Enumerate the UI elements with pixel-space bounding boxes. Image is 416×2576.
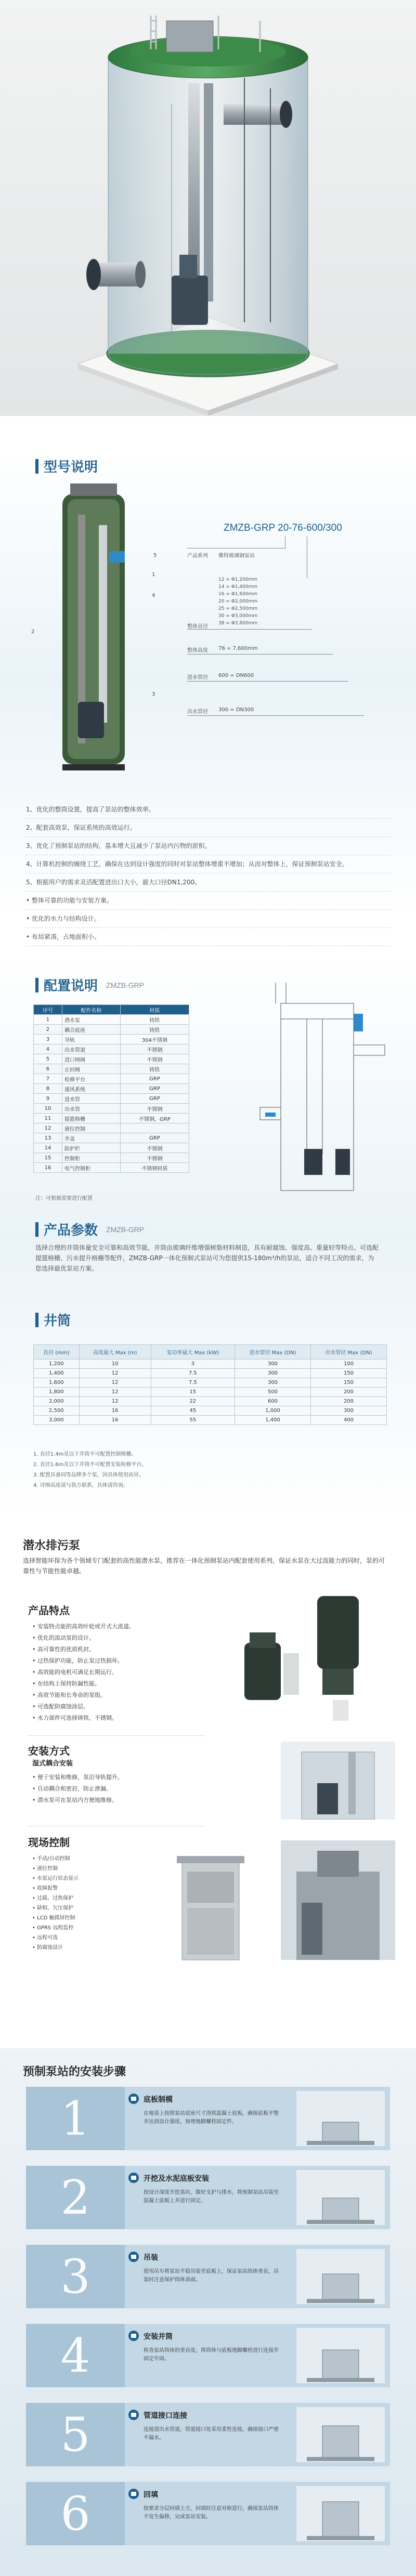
table-cell: 1,600 xyxy=(34,1378,80,1388)
table-row xyxy=(34,1084,189,1094)
outlet-value: 300 = DN300 xyxy=(218,707,254,713)
params-section-title: 产品参数 xyxy=(44,1223,98,1238)
table-cell: 1,000 xyxy=(235,1406,311,1416)
step-icon xyxy=(128,2093,139,2104)
feature-item: 3、优化了预制泵站的结构，基本增大且减少了泵站内污物的淤积。 xyxy=(26,837,390,855)
step-title: 回填 xyxy=(144,2491,158,2499)
table-cell: 13 xyxy=(34,1133,62,1143)
table-cell: 8 xyxy=(34,1084,62,1094)
callout-3-label: 3 xyxy=(152,691,155,697)
step-illustration xyxy=(296,2328,385,2383)
pump-intro: 选择智能环保为各个领域专门配套的高性能潜水泵，推荐在一体化预制泵站内配套使用系列，保证水泵在大过流能力的同时，泵的可靠性与节能性能卓越。 xyxy=(23,1557,385,1575)
steps-title: 预制泵站的安装步骤 xyxy=(23,2065,126,2078)
step-description: 检查泵站筒体的垂直度，将筒体与底板地脚螺栓进行连接并固定牢固。 xyxy=(144,2348,279,2362)
table-cell: 300 xyxy=(310,1406,386,1416)
table-cell: 2 xyxy=(34,1025,62,1035)
table-cell: 200 xyxy=(310,1388,386,1397)
table-header: 材质 xyxy=(120,1005,189,1015)
step-illustration xyxy=(296,2486,385,2541)
step-description: 按设计深度开挖基坑，做好支护与排水，将预制泵站吊装至混凝土底板上并进行固定。 xyxy=(144,2190,279,2204)
table-cell: 出水管道 xyxy=(62,1044,120,1054)
leader-line xyxy=(187,681,348,682)
table-cell: 检修平台 xyxy=(62,1074,120,1084)
table-row xyxy=(34,1406,387,1416)
feature-item: • 优化的水力与结构设计。 xyxy=(26,910,390,928)
install-step xyxy=(26,2245,390,2308)
table-cell: 1,800 xyxy=(34,1388,80,1397)
table-cell: 400 xyxy=(310,1416,386,1425)
feature-item: 5、根据用户的需求灵活配置进出口大小，最大口径DN1,200。 xyxy=(26,873,390,892)
table-cell: 22 xyxy=(151,1397,235,1406)
step-icon xyxy=(128,2409,139,2421)
model-code: ZMZB-GRP 20-76-600/300 xyxy=(224,522,342,533)
table-header: 序号 xyxy=(34,1005,62,1015)
table-cell: 12 xyxy=(79,1378,151,1388)
product-series-label: 产品系列 xyxy=(187,553,208,559)
table-cell: 500 xyxy=(235,1388,311,1397)
callout-4-label: 4 xyxy=(152,593,155,598)
table-row xyxy=(34,1378,387,1388)
step-number: 4 xyxy=(26,2324,125,2387)
table-cell: 不锈钢 xyxy=(120,1143,189,1153)
install-step xyxy=(26,2166,390,2229)
table-cell: 16 xyxy=(79,1416,151,1425)
well-section-header xyxy=(35,1310,71,1329)
table-cell: 300 xyxy=(235,1359,311,1369)
table-cell: 10 xyxy=(34,1104,62,1114)
table-cell: 进水管 xyxy=(62,1094,120,1104)
table-cell: 600 xyxy=(235,1397,311,1406)
station-cutaway-illustration xyxy=(42,483,151,775)
step-illustration xyxy=(296,2091,385,2146)
step-description: 在地基上按照泵站底座尺寸浇筑混凝土底板，确保底板平整并达到设计强度，预埋地脚螺栓固定件。 xyxy=(144,2111,279,2125)
title-bar-icon xyxy=(35,1313,38,1327)
table-cell: 电气控制柜 xyxy=(62,1163,120,1173)
table-row xyxy=(34,1064,189,1074)
table-cell: 耦合底座 xyxy=(62,1025,120,1035)
step-title: 管道接口连接 xyxy=(144,2412,187,2420)
divider-line xyxy=(28,1735,205,1736)
table-cell: 1,200 xyxy=(34,1359,80,1369)
config-note: 注：可根据需要进行配置 xyxy=(35,1196,93,1201)
table-header: 泵功率最大 Max (kW) xyxy=(151,1345,235,1359)
callout-5-label: 5 xyxy=(153,553,157,558)
step-title: 开挖及水泥底板安装 xyxy=(144,2175,209,2183)
params-section-sub: ZMZB-GRP xyxy=(106,1225,145,1234)
station-schematic-drawing xyxy=(229,983,395,1201)
model-section-title: 型号说明 xyxy=(44,460,98,475)
control-title: 现场控制 xyxy=(28,1836,70,1849)
step-icon xyxy=(128,2251,139,2263)
model-section-header xyxy=(35,456,98,476)
pump-station-illustration xyxy=(0,0,416,416)
step-illustration xyxy=(296,2170,385,2225)
step-icon xyxy=(128,2172,139,2183)
table-cell: 304不锈钢 xyxy=(120,1035,189,1044)
pump-title: 潜水排污泵 xyxy=(23,1539,81,1552)
product-series-value: 雅特玻璃钢泵站 xyxy=(218,553,255,559)
table-cell: 6 xyxy=(34,1064,62,1074)
table-cell: 14 xyxy=(34,1143,62,1153)
table-cell: 井盖 xyxy=(62,1133,120,1143)
install-points: • 便于安装和维修，泵沿导轨提升。 • 自动耦合和密封，防止泄漏。 • 潜水泵可在泵站内方便地维修。 xyxy=(32,1774,123,1803)
table-cell: 12 xyxy=(79,1397,151,1406)
table-cell: 55 xyxy=(151,1416,235,1425)
table-cell: 潜水泵 xyxy=(62,1015,120,1025)
table-cell: 不锈钢，GRP xyxy=(120,1114,189,1123)
table-cell: 2,000 xyxy=(34,1397,80,1406)
install-step xyxy=(26,2087,390,2150)
title-bar-icon xyxy=(35,1222,38,1237)
diameter-label: 整体直径 xyxy=(187,624,208,630)
table-cell: GRP xyxy=(120,1133,189,1143)
table-cell: 不锈钢材质 xyxy=(120,1163,189,1173)
table-cell: 防护栏 xyxy=(62,1143,120,1153)
well-table xyxy=(33,1344,387,1425)
table-row xyxy=(34,1369,387,1378)
table-cell: 铸铁 xyxy=(120,1015,189,1025)
table-cell: 150 xyxy=(310,1378,386,1388)
well-notes: 1. 直径1.4m及以下井筒不可配置控制格栅。 2. 直径1.6m及以下井筒不可配置安装检修平台。 3. 配置具备同等品牌多个泵，因具体使用而异。 4. 详细高度请与我方联系，具体请咨询。 xyxy=(33,1452,147,1488)
table-cell: 铸铁 xyxy=(120,1025,189,1035)
table-cell: 11 xyxy=(34,1114,62,1123)
diameter-options: 12 = Φ1,200mm 14 = Φ1,400mm 16 = Φ1,600mm 20 = Φ2,000mm 25 = Φ2,500mm 30 = Φ3,000mm 38 = Φ3,800mm xyxy=(218,577,258,626)
step-icon xyxy=(128,2488,139,2500)
feature-item: 1、优化的整筒设置，提高了泵站的整体效率。 xyxy=(26,801,390,819)
config-section-title: 配置说明 xyxy=(44,978,98,994)
table-row xyxy=(34,1094,189,1104)
table-cell: 1 xyxy=(34,1015,62,1025)
table-row xyxy=(34,1163,189,1173)
feature-list xyxy=(26,801,390,964)
title-bar-icon xyxy=(35,459,38,474)
table-row xyxy=(34,1035,189,1044)
step-description: 按要求分层回填土方，回填时注意对称进行，确保泵站筒体不发生偏移，完成泵站安装。 xyxy=(144,2506,279,2520)
table-cell xyxy=(120,1123,189,1133)
install-step xyxy=(26,2403,390,2466)
table-row xyxy=(34,1123,189,1133)
table-cell: 导轨 xyxy=(62,1035,120,1044)
table-cell: 16 xyxy=(79,1406,151,1416)
control-list: • 手动/自动控制 • 液位控制 • 水泵运行状态显示 • 故障报警 • 过载、过热保护 • 缺相、欠压保护 • LCD 触摸屏控制 • GPRS 远程监控 • 远程可选 • 防腐蚀设计 xyxy=(32,1856,79,1951)
config-section-header xyxy=(35,975,144,995)
table-cell: GRP xyxy=(120,1074,189,1084)
table-row xyxy=(34,1359,387,1369)
table-cell: 12 xyxy=(34,1123,62,1133)
on-site-station-photo xyxy=(281,1840,395,1960)
title-bar-icon xyxy=(35,978,38,992)
table-cell: 不锈钢 xyxy=(120,1153,189,1163)
params-text: 选择合理的井筒体量安全可靠和高效节能，井筒由玻璃纤维增强树脂材料制造，具有耐腐蚀、强度高、重量轻等特点。可选配提篮格栅、污水提升格栅等配件，ZMZB-GRP一体化预制式泵站可为您提供15-180m³/h的泵站，适合不同工况的需求，为您选择最优泵站方案。 xyxy=(35,1244,379,1272)
table-row xyxy=(34,1388,387,1397)
table-row xyxy=(34,1054,189,1064)
step-description: 连接进出水管道，管道接口处采用柔性连接，确保接口严密不漏水。 xyxy=(144,2427,279,2441)
table-cell: 出水管 xyxy=(62,1104,120,1114)
table-cell: 3,000 xyxy=(34,1416,80,1425)
step-title: 底板制模 xyxy=(144,2096,173,2104)
install-title: 安装方式 xyxy=(28,1745,70,1757)
table-row xyxy=(34,1133,189,1143)
feature-item: 2、配套高效泵，保证系统的高效运行。 xyxy=(26,819,390,837)
step-illustration xyxy=(296,2249,385,2304)
install-sub: 湿式耦合安装 xyxy=(32,1760,73,1768)
table-row xyxy=(34,1153,189,1163)
table-cell: 1,400 xyxy=(235,1416,311,1425)
height-label: 整体高度 xyxy=(187,648,208,653)
table-cell: 通风系统 xyxy=(62,1084,120,1094)
table-cell: 150 xyxy=(310,1369,386,1378)
table-cell: 液位控制 xyxy=(62,1123,120,1133)
table-cell: 2,500 xyxy=(34,1406,80,1416)
pump-features-title: 产品特点 xyxy=(28,1604,70,1617)
spacer xyxy=(0,416,416,447)
table-cell: 提篮格栅 xyxy=(62,1114,120,1123)
table-cell: 7.5 xyxy=(151,1369,235,1378)
height-value: 76 = 7,600mm xyxy=(218,646,258,651)
step-title: 安装并筒 xyxy=(144,2333,173,2341)
table-cell: 不锈钢 xyxy=(120,1044,189,1054)
config-table-body xyxy=(34,1015,189,1173)
table-row xyxy=(34,1114,189,1123)
table-header: 配件名称 xyxy=(62,1005,120,1015)
step-number: 2 xyxy=(26,2166,125,2229)
table-row xyxy=(34,1074,189,1084)
step-number: 6 xyxy=(26,2482,125,2545)
step-number: 1 xyxy=(26,2087,125,2150)
table-cell: 铸铁 xyxy=(120,1064,189,1074)
table-header: 进水管径 Max (DN) xyxy=(235,1345,311,1359)
table-cell: 止回阀 xyxy=(62,1064,120,1074)
submersible-pump-photo xyxy=(229,1591,395,1726)
table-cell: 200 xyxy=(310,1397,386,1406)
leader-line xyxy=(187,715,364,716)
table-header: 高度最大 Max (m) xyxy=(79,1345,151,1359)
well-table-body xyxy=(34,1359,387,1425)
outlet-label: 出水管径 xyxy=(187,709,208,715)
table-row xyxy=(34,1397,387,1406)
table-cell: 不锈钢 xyxy=(120,1054,189,1064)
step-number: 5 xyxy=(26,2403,125,2466)
table-cell: 10 xyxy=(79,1359,151,1369)
inlet-label: 进水管径 xyxy=(187,675,208,681)
table-cell: 300 xyxy=(235,1369,311,1378)
step-illustration xyxy=(296,2407,385,2462)
table-cell: 进口闸阀 xyxy=(62,1054,120,1064)
table-header: 直径 (mm) xyxy=(34,1345,80,1359)
feature-item: • 布局紧凑，占地面积小。 xyxy=(26,928,390,946)
table-cell: 1,400 xyxy=(34,1369,80,1378)
table-cell: 5 xyxy=(34,1054,62,1064)
table-cell: 不锈钢 xyxy=(120,1104,189,1114)
install-step xyxy=(26,2324,390,2387)
table-cell: 3 xyxy=(34,1035,62,1044)
table-header: 出水管径 Max (DN) xyxy=(310,1345,386,1359)
hero-section xyxy=(0,0,416,416)
well-section-title: 井筒 xyxy=(44,1313,71,1329)
table-cell: 7 xyxy=(34,1074,62,1084)
table-cell: 15 xyxy=(34,1153,62,1163)
table-cell: 12 xyxy=(79,1369,151,1378)
control-cabinet-photo xyxy=(172,1851,250,1965)
table-cell: 45 xyxy=(151,1406,235,1416)
table-cell: 100 xyxy=(310,1359,386,1369)
table-cell: GRP xyxy=(120,1084,189,1094)
step-title: 吊装 xyxy=(144,2254,158,2262)
pump-features-list: • 安装特点能的高效叶轮或开式大流道。 • 优化的流动泵的设计。 • 高可靠性的优质机封。 • 过热保护功能，防止泵过热损坏。 • 高效能的电机可满足长期运行。 • 在结构上保持防漏性能。 • 高效节能和长寿命的泵组。 • 可选配防腐蚀涂层。 • 水力部件可选择铸铁、不锈钢。 xyxy=(32,1623,135,1721)
config-table xyxy=(33,1004,189,1173)
table-row xyxy=(34,1143,189,1153)
wet-install-drawing xyxy=(281,1742,395,1820)
step-icon xyxy=(128,2330,139,2342)
params-section-header xyxy=(35,1220,144,1239)
table-cell: 15 xyxy=(151,1388,235,1397)
table-cell: 7.5 xyxy=(151,1378,235,1388)
leader-line xyxy=(187,654,333,655)
install-step xyxy=(26,2482,390,2545)
config-section-sub: ZMZB-GRP xyxy=(106,980,145,989)
callout-2-label: 2 xyxy=(31,629,35,635)
inlet-value: 600 = DN600 xyxy=(218,673,254,678)
table-cell: 3 xyxy=(151,1359,235,1369)
table-row xyxy=(34,1044,189,1054)
feature-item: 4、计算机控制的缠绕工艺，确保在达到设计强度的同时对泵站整体增重不增加；从而对整体上，保证预制泵站安全。 xyxy=(26,855,390,873)
table-cell: 4 xyxy=(34,1044,62,1054)
table-row xyxy=(34,1025,189,1035)
table-cell: GRP xyxy=(120,1094,189,1104)
table-cell: 9 xyxy=(34,1094,62,1104)
table-cell: 16 xyxy=(34,1163,62,1173)
table-row xyxy=(34,1104,189,1114)
table-row xyxy=(34,1015,189,1025)
table-cell: 控制柜 xyxy=(62,1153,120,1163)
table-cell: 300 xyxy=(235,1378,311,1388)
callout-1-label: 1 xyxy=(152,572,155,578)
step-description: 使用吊车将泵站平稳吊装至底板上，保证泵站筒体垂直，吊装时注意保护筒体表面。 xyxy=(144,2269,279,2283)
table-row xyxy=(34,1416,387,1425)
table-cell: 12 xyxy=(79,1388,151,1397)
feature-item: • 整体可靠的功能与安装方案。 xyxy=(26,892,390,910)
step-number: 3 xyxy=(26,2245,125,2308)
